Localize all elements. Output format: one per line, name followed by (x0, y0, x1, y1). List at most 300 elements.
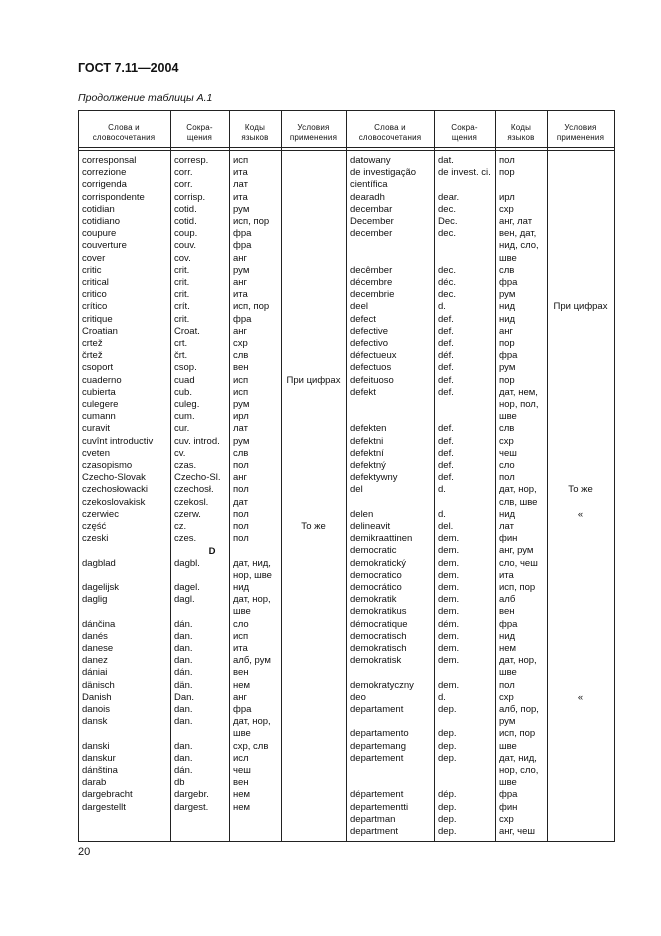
word-cell: decembar (350, 203, 393, 215)
abbreviation-cell: corr. (174, 179, 193, 191)
abbreviation-cell: dep. (438, 752, 457, 764)
word-cell: delineavit (350, 521, 391, 532)
abbreviation-cell: crít. (174, 301, 190, 313)
word-cell: czekoslovakisk (82, 496, 146, 508)
language-code-cell: анг, рум (499, 545, 534, 557)
abbreviation-cell: cv. (174, 447, 186, 459)
abbreviation-cell: crit. (174, 313, 190, 325)
abbreviation-cell: Czecho-Sl. (174, 472, 221, 484)
abbreviation-cell: def. (438, 325, 454, 337)
language-code-cell: нем (499, 643, 517, 654)
language-code-cell: ита (233, 289, 248, 301)
abbreviation-cell: dem. (438, 582, 460, 593)
language-code-cell: пор (499, 167, 515, 179)
language-code-cell: нор, сло, (499, 765, 539, 776)
abbreviation-cell: dem. (438, 557, 460, 569)
word-cell: demokratisch (350, 643, 407, 654)
word-cell: cotidian (82, 203, 115, 215)
word-cell: culegere (82, 399, 119, 410)
abbreviation-cell: dém. (438, 618, 460, 630)
abbreviation-cell: dec. (438, 203, 456, 215)
word-cell: dánština (82, 765, 118, 776)
abbreviation-cell: coup. (174, 228, 198, 240)
abbreviation-table (78, 110, 614, 842)
language-code-cell: исп, пор (233, 301, 270, 313)
column-border (346, 110, 347, 842)
word-cell: csoport (82, 362, 114, 374)
condition-cell: « (577, 691, 584, 703)
abbreviation-cell: db (174, 777, 185, 789)
abbreviation-cell: def. (438, 472, 454, 484)
abbreviation-cell: dep. (438, 826, 457, 837)
word-cell: département (350, 789, 404, 801)
word-cell: démocratique (350, 618, 408, 630)
abbreviation-cell: def. (438, 447, 454, 459)
abbreviation-cell: dán. (174, 618, 193, 630)
abbreviation-cell: dagel. (174, 582, 200, 593)
word-cell: december (350, 228, 393, 240)
word-cell: daglig (82, 594, 108, 606)
abbreviation-cell: dem. (438, 606, 460, 618)
word-cell: dagblad (82, 557, 116, 569)
abbreviation-cell: def. (438, 386, 454, 398)
word-cell: critical (82, 277, 109, 288)
word-cell: demokratikus (350, 606, 407, 618)
abbreviation-cell: dem. (438, 643, 460, 654)
word-cell: dánčina (82, 618, 116, 630)
language-code-cell: дат, нор, (499, 655, 537, 667)
abbreviation-cell: dem. (438, 594, 460, 606)
word-cell: departementti (350, 801, 409, 813)
language-code-cell: исп (233, 374, 249, 386)
condition-cell: При цифрах (286, 374, 341, 386)
word-cell: departamento (350, 728, 409, 740)
word-cell: črtež (82, 350, 103, 362)
language-code-cell: шве (499, 740, 517, 752)
abbreviation-cell: déc. (438, 277, 456, 288)
language-code-cell: ита (233, 191, 248, 203)
language-code-cell: схр, слв (233, 740, 269, 752)
word-cell: cubierta (82, 386, 116, 398)
word-cell: czeski (82, 533, 109, 545)
language-code-cell: нид (499, 508, 516, 520)
language-code-cell: алб, рум (233, 655, 271, 667)
language-code-cell: пол (233, 508, 249, 520)
abbreviation-cell: dagbl. (174, 557, 200, 569)
word-cell: danez (82, 655, 108, 667)
language-code-cell: исп (233, 155, 249, 166)
column-border (434, 110, 435, 842)
abbreviation-cell: crit. (174, 289, 190, 301)
abbreviation-cell: czekosl. (174, 496, 209, 508)
word-cell: cveten (82, 447, 110, 459)
language-code-cell: рум (499, 362, 516, 374)
word-cell: danese (82, 643, 114, 654)
word-cell: Danish (82, 691, 112, 703)
column-header: Коды языков (507, 123, 535, 142)
abbreviation-cell: cum. (174, 411, 195, 423)
word-cell: cotidiano (82, 216, 121, 227)
word-cell: czasopismo (82, 460, 133, 471)
abbreviation-cell: cz. (174, 521, 187, 532)
language-code-cell: нор, пол, (499, 399, 539, 410)
language-code-cell: исл (233, 752, 249, 764)
word-cell: dániai (82, 667, 108, 679)
language-code-cell: фин (499, 533, 518, 545)
word-cell: December (350, 216, 394, 227)
language-code-cell: алб, пор, (499, 704, 539, 715)
language-code-cell: вен (233, 667, 249, 679)
abbreviation-cell: corresp. (174, 155, 209, 166)
language-code-cell: рум (233, 264, 250, 276)
abbreviation-cell: dep. (438, 728, 457, 740)
language-code-cell: пор (499, 338, 515, 349)
abbreviation-cell: czas. (174, 460, 197, 471)
word-cell: defeituoso (350, 374, 394, 386)
word-cell: demokratisk (350, 655, 402, 667)
abbreviation-cell: dem. (438, 545, 460, 557)
abbreviation-cell: cur. (174, 423, 190, 435)
language-code-cell: фра (499, 789, 518, 801)
language-code-cell: чеш (499, 447, 517, 459)
language-code-cell: сло, чеш (499, 557, 538, 569)
word-cell: dänisch (82, 679, 115, 691)
word-cell: departement (350, 752, 404, 764)
abbreviation-cell: dec. (438, 289, 456, 301)
abbreviation-cell: d. (438, 508, 446, 520)
language-code-cell: исп, пор (499, 728, 536, 740)
column-border (495, 110, 496, 842)
column-border (170, 110, 171, 842)
word-cell: del (350, 484, 363, 496)
language-code-cell: шве (233, 728, 251, 740)
abbreviation-cell: crt. (174, 338, 188, 349)
word-cell: departman (350, 813, 396, 825)
word-cell: dearadh (350, 191, 385, 203)
language-code-cell: пол (233, 484, 249, 496)
column-header: Слова и словосочетания (92, 123, 156, 142)
column-header: Сокра- щения (451, 123, 478, 142)
language-code-cell: схр (499, 203, 514, 215)
language-code-cell: шве (499, 411, 517, 423)
language-code-cell: нем (233, 801, 251, 813)
word-cell: décembre (350, 277, 393, 288)
language-code-cell: нем (233, 789, 251, 801)
word-cell: defektywny (350, 472, 398, 484)
language-code-cell: нор, шве (233, 569, 272, 581)
word-cell: defektní (350, 447, 384, 459)
language-code-cell: дат, нор, (499, 484, 537, 496)
language-code-cell: вен (499, 606, 515, 618)
language-code-cell: вен (233, 777, 249, 789)
language-code-cell: слв (499, 264, 515, 276)
word-cell: dargebracht (82, 789, 133, 801)
abbreviation-cell: corr. (174, 167, 193, 179)
language-code-cell: нид (233, 582, 250, 593)
abbreviation-cell: dep. (438, 704, 457, 715)
abbreviation-cell: couv. (174, 240, 197, 252)
abbreviation-cell: czes. (174, 533, 197, 545)
abbreviation-cell: dán. (174, 667, 193, 679)
condition-cell: « (577, 508, 584, 520)
word-cell: défectueux (350, 350, 397, 362)
language-code-cell: дат (233, 496, 248, 508)
language-code-cell: пол (233, 521, 249, 532)
language-code-cell: рум (499, 716, 516, 728)
word-cell: defekten (350, 423, 387, 435)
abbreviation-cell: cov. (174, 252, 191, 264)
word-cell: demokratik (350, 594, 397, 606)
column-border (281, 110, 282, 842)
language-code-cell: дат, нор, (233, 594, 271, 606)
abbreviation-cell: dän. (174, 679, 193, 691)
abbreviation-cell: dép. (438, 789, 457, 801)
language-code-cell: пол (233, 533, 249, 545)
abbreviation-cell: czerw. (174, 508, 201, 520)
abbreviation-cell: d. (438, 691, 446, 703)
abbreviation-cell: Dec. (438, 216, 458, 227)
word-cell: dagelijsk (82, 582, 119, 593)
language-code-cell: сло (499, 460, 515, 471)
table-caption: Продолжение таблицы А.1 (78, 92, 213, 104)
word-cell: cover (82, 252, 106, 264)
column-header: Условия применения (289, 123, 338, 142)
word-cell: crítico (82, 301, 108, 313)
abbreviation-cell: dan. (174, 704, 193, 715)
abbreviation-cell: cotid. (174, 216, 197, 227)
language-code-cell: схр (233, 338, 248, 349)
abbreviation-cell: dan. (174, 655, 193, 667)
word-cell: darab (82, 777, 107, 789)
abbreviation-cell: dem. (438, 655, 460, 667)
language-code-cell: анг, лат (499, 216, 533, 227)
abbreviation-cell: del. (438, 521, 454, 532)
abbreviation-cell: Dan. (174, 691, 195, 703)
language-code-cell: фра (233, 704, 252, 715)
language-code-cell: лат (233, 423, 248, 435)
word-cell: defektni (350, 435, 384, 447)
word-cell: departemang (350, 740, 406, 752)
abbreviation-cell: dan. (174, 630, 193, 642)
language-code-cell: рум (233, 203, 250, 215)
word-cell: czerwiec (82, 508, 119, 520)
abbreviation-cell: czechosł. (174, 484, 214, 496)
abbreviation-cell: črt. (174, 350, 188, 362)
abbreviation-cell: corrisp. (174, 191, 206, 203)
abbreviation-cell: dear. (438, 191, 460, 203)
language-code-cell: анг (233, 691, 247, 703)
word-cell: crtež (82, 338, 103, 349)
column-header: Слова и словосочетания (358, 123, 422, 142)
abbreviation-cell: def. (438, 362, 454, 374)
abbreviation-cell: dan. (174, 752, 193, 764)
word-cell: correzione (82, 167, 127, 179)
word-cell: democrático (350, 582, 402, 593)
abbreviation-cell: dep. (438, 801, 457, 813)
word-cell: defectuos (350, 362, 392, 374)
word-cell: danski (82, 740, 110, 752)
language-code-cell: сло (233, 618, 249, 630)
section-letter: D (208, 546, 216, 558)
language-code-cell: исп (233, 386, 249, 398)
abbreviation-cell: def. (438, 460, 454, 471)
abbreviation-cell: def. (438, 423, 454, 435)
abbreviation-cell: dep. (438, 813, 457, 825)
abbreviation-cell: dán. (174, 765, 193, 776)
word-cell: department (350, 826, 399, 837)
language-code-cell: исп (233, 630, 249, 642)
word-cell: de investigação (350, 167, 417, 179)
column-border (78, 110, 79, 842)
abbreviation-cell: dan. (174, 716, 193, 728)
language-code-cell: рум (233, 435, 250, 447)
abbreviation-cell: csop. (174, 362, 197, 374)
word-cell: cumann (82, 411, 116, 423)
language-code-cell: исп, пор (233, 216, 270, 227)
word-cell: deel (350, 301, 368, 313)
language-code-cell: фра (233, 240, 252, 252)
column-border (229, 110, 230, 842)
word-cell: democratisch (350, 630, 407, 642)
word-cell: defekt (350, 386, 376, 398)
language-code-cell: нид, сло, (499, 240, 539, 252)
abbreviation-cell: dem. (438, 679, 460, 691)
abbreviation-cell: cotid. (174, 203, 197, 215)
language-code-cell: дат, нор, (233, 716, 271, 728)
word-cell: decembrie (350, 289, 395, 301)
language-code-cell: схр (499, 435, 514, 447)
language-code-cell: фра (233, 228, 252, 240)
word-cell: część (82, 521, 107, 532)
language-code-cell: анг (233, 252, 247, 264)
language-code-cell: фин (499, 801, 518, 813)
word-cell: delen (350, 508, 374, 520)
language-code-cell: схр (499, 691, 514, 703)
language-code-cell: исп, пор (499, 582, 536, 593)
word-cell: danskur (82, 752, 116, 764)
language-code-cell: ита (233, 643, 248, 654)
word-cell: democratico (350, 569, 402, 581)
language-code-cell: шве (499, 667, 517, 679)
language-code-cell: дат, нем, (499, 386, 538, 398)
abbreviation-cell: cuad (174, 374, 195, 386)
abbreviation-cell: dan. (174, 740, 193, 752)
language-code-cell: слв (499, 423, 515, 435)
language-code-cell: пол (499, 155, 515, 166)
language-code-cell: фра (499, 277, 518, 288)
abbreviation-cell: dan. (174, 643, 193, 654)
abbreviation-cell: d. (438, 484, 446, 496)
word-cell: corrispondente (82, 191, 145, 203)
language-code-cell: анг (233, 472, 247, 484)
language-code-cell: ита (233, 167, 248, 179)
abbreviation-cell: dep. (438, 740, 457, 752)
abbreviation-cell: de invest. ci. (438, 167, 491, 179)
abbreviation-cell: crit. (174, 264, 190, 276)
language-code-cell: пол (233, 460, 249, 471)
word-cell: deo (350, 691, 366, 703)
word-cell: Czecho-Slovak (82, 472, 146, 484)
language-code-cell: слв (233, 350, 249, 362)
language-code-cell: вен (233, 362, 249, 374)
word-cell: cuvînt introductiv (82, 435, 154, 447)
word-cell: demikraattinen (350, 533, 413, 545)
condition-cell: То же (568, 484, 593, 496)
word-cell: demokratyczny (350, 679, 414, 691)
language-code-cell: ирл (499, 191, 515, 203)
language-code-cell: пол (499, 679, 515, 691)
language-code-cell: фра (499, 350, 518, 362)
language-code-cell: нем (233, 679, 251, 691)
word-cell: cuaderno (82, 374, 122, 386)
abbreviation-cell: dargest. (174, 801, 209, 813)
language-code-cell: вен, дат, (499, 228, 537, 240)
language-code-cell: шве (499, 777, 517, 789)
abbreviation-cell: def. (438, 435, 454, 447)
word-cell: couverture (82, 240, 127, 252)
condition-cell: То же (301, 521, 326, 532)
language-code-cell: рум (499, 289, 516, 301)
column-header: Условия применения (556, 123, 605, 142)
abbreviation-cell: déf. (438, 350, 454, 362)
column-header: Сокра- щения (186, 123, 213, 142)
language-code-cell: ита (499, 569, 514, 581)
word-cell: critique (82, 313, 113, 325)
word-cell: dargestellt (82, 801, 126, 813)
word-cell: coupure (82, 228, 117, 240)
language-code-cell: пол (499, 472, 515, 484)
word-cell: departament (350, 704, 404, 715)
abbreviation-cell: dagl. (174, 594, 195, 606)
abbreviation-cell: d. (438, 301, 446, 313)
language-code-cell: нид (499, 313, 516, 325)
language-code-cell: шве (499, 252, 517, 264)
language-code-cell: шве (233, 606, 251, 618)
word-cell: decêmber (350, 264, 393, 276)
language-code-cell: лат (233, 179, 248, 191)
language-code-cell: анг, чеш (499, 826, 535, 837)
word-cell: defect (350, 313, 376, 325)
word-cell: datowany (350, 155, 391, 166)
language-code-cell: чеш (233, 765, 251, 776)
word-cell: Croatian (82, 325, 118, 337)
abbreviation-cell: crit. (174, 277, 190, 288)
abbreviation-cell: dec. (438, 228, 456, 240)
abbreviation-cell: cuv. introd. (174, 435, 220, 447)
abbreviation-cell: culeg. (174, 399, 200, 410)
word-cell: czechosłowacki (82, 484, 148, 496)
word-cell: defective (350, 325, 389, 337)
word-cell: dansk (82, 716, 108, 728)
abbreviation-cell: dem. (438, 630, 460, 642)
language-code-cell: слв, шве (499, 496, 538, 508)
word-cell: demokratický (350, 557, 406, 569)
language-code-cell: пор (499, 374, 515, 386)
page-number: 20 (78, 846, 91, 858)
language-code-cell: рум (233, 399, 250, 410)
abbreviation-cell: def. (438, 338, 454, 349)
word-cell: defectivo (350, 338, 389, 349)
word-cell: curavit (82, 423, 110, 435)
language-code-cell: фра (499, 618, 518, 630)
condition-cell: При цифрах (553, 301, 608, 313)
word-cell: defektný (350, 460, 386, 471)
language-code-cell: дат, нид, (499, 752, 537, 764)
word-cell: critic (82, 264, 102, 276)
language-code-cell: лат (499, 521, 514, 532)
language-code-cell: слв (233, 447, 249, 459)
abbreviation-cell: dem. (438, 533, 460, 545)
